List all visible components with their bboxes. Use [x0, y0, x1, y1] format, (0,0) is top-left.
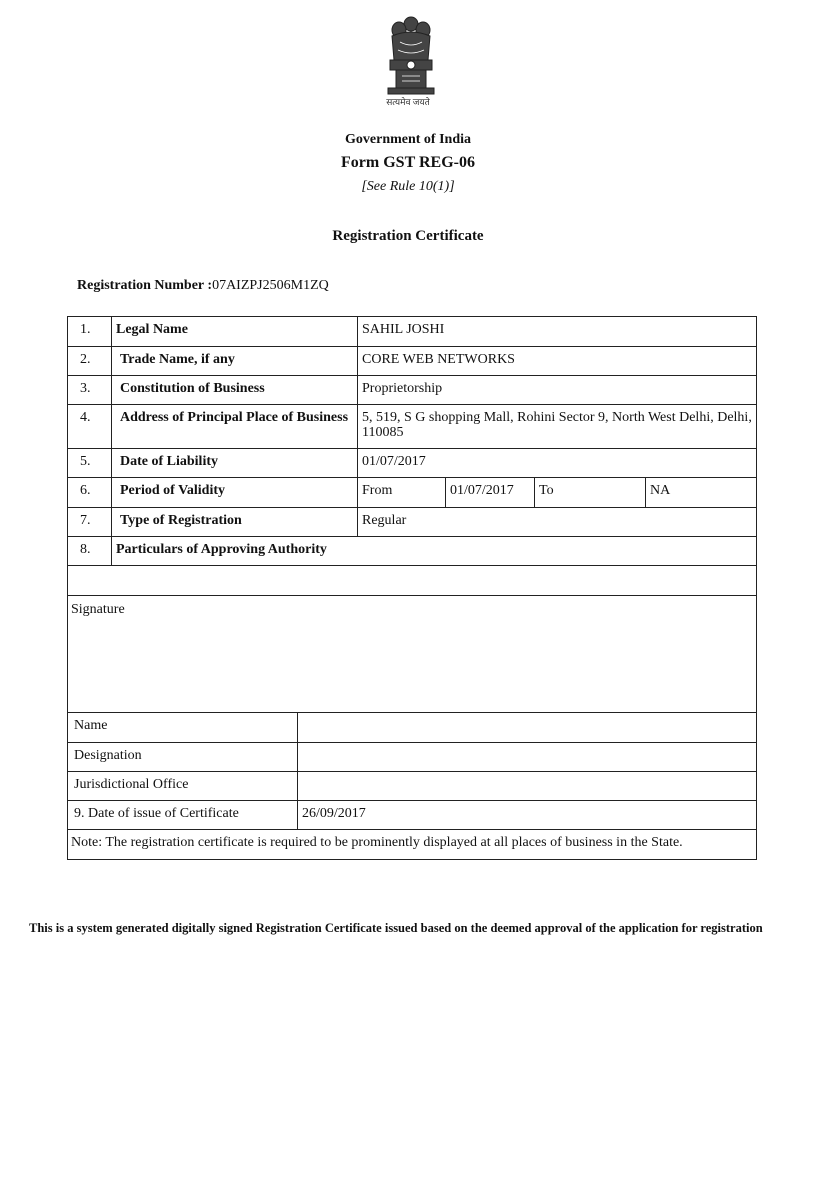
table-row	[68, 508, 756, 537]
table-row	[68, 743, 756, 772]
registration-table	[67, 316, 757, 860]
designation-value	[298, 743, 756, 771]
certificate-title: Registration Certificate	[332, 228, 484, 244]
jurisdictional-office-label: Jurisdictional Office	[68, 772, 298, 800]
row-number: 8.	[68, 537, 112, 565]
table-row	[68, 478, 756, 508]
row-number: 3.	[68, 376, 112, 404]
row-number: 7.	[68, 508, 112, 536]
display-note: Note: The registration certificate is required to be prominently displayed at all places of business in the State.	[71, 835, 683, 850]
address-value: 5, 519, S G shopping Mall, Rohini Sector 9, North West Delhi, Delhi, 110085	[362, 410, 752, 440]
government-title: Government of India	[345, 132, 471, 147]
issue-date-label: 9. Date of issue of Certificate	[68, 801, 298, 829]
row-label: Particulars of Approving Authority	[116, 542, 327, 557]
authority-name-value	[298, 713, 756, 742]
authority-name-label: Name	[68, 713, 298, 742]
date-of-liability-value: 01/07/2017	[362, 454, 426, 469]
blank-cell	[68, 566, 756, 595]
row-number: 1.	[68, 317, 112, 346]
row-number: 4.	[68, 405, 112, 448]
registration-number-line	[77, 278, 329, 294]
table-row	[68, 772, 756, 801]
legal-name-value: SAHIL JOSHI	[362, 322, 445, 337]
system-generated-footer: This is a system generated digitally signed Registration Certificate issued based on the deemed approval of the application for registration	[29, 921, 763, 935]
trade-name-value: CORE WEB NETWORKS	[362, 352, 515, 367]
row-label: Date of Liability	[112, 449, 358, 477]
table-row	[68, 405, 756, 449]
rule-reference: [See Rule 10(1)]	[361, 179, 455, 194]
issue-date-value: 26/09/2017	[302, 806, 366, 821]
registration-number-value: 07AIZPJ2506M1ZQ	[212, 278, 329, 293]
validity-from-label: From	[358, 478, 446, 507]
table-row	[68, 376, 756, 405]
table-row	[68, 347, 756, 376]
row-label: Constitution of Business	[112, 376, 358, 404]
row-number: 2.	[68, 347, 112, 375]
designation-label: Designation	[68, 743, 298, 771]
registration-type-value: Regular	[362, 513, 407, 528]
table-row	[68, 830, 756, 859]
signature-label: Signature	[71, 602, 125, 617]
jurisdictional-office-value	[298, 772, 756, 800]
table-row	[68, 801, 756, 830]
table-row	[68, 537, 756, 566]
row-number: 5.	[68, 449, 112, 477]
registration-number-label: Registration Number :	[77, 278, 213, 293]
table-row	[68, 449, 756, 478]
table-row	[68, 317, 756, 347]
table-row	[68, 713, 756, 743]
validity-from-value: 01/07/2017	[446, 478, 535, 507]
constitution-value: Proprietorship	[362, 381, 443, 396]
row-label: Legal Name	[112, 317, 358, 346]
row-label: Period of Validity	[112, 478, 358, 507]
table-row-blank	[68, 566, 756, 596]
validity-to-value: NA	[650, 483, 671, 498]
row-label: Trade Name, if any	[112, 347, 358, 375]
form-title: Form GST REG-06	[341, 154, 475, 171]
row-number: 6.	[68, 478, 112, 507]
emblem-motto: सत्यमेव जयते	[386, 97, 430, 107]
row-label: Type of Registration	[112, 508, 358, 536]
validity-to-label: To	[535, 478, 646, 507]
signature-row	[68, 596, 756, 713]
row-label: Address of Principal Place of Business	[112, 405, 358, 448]
